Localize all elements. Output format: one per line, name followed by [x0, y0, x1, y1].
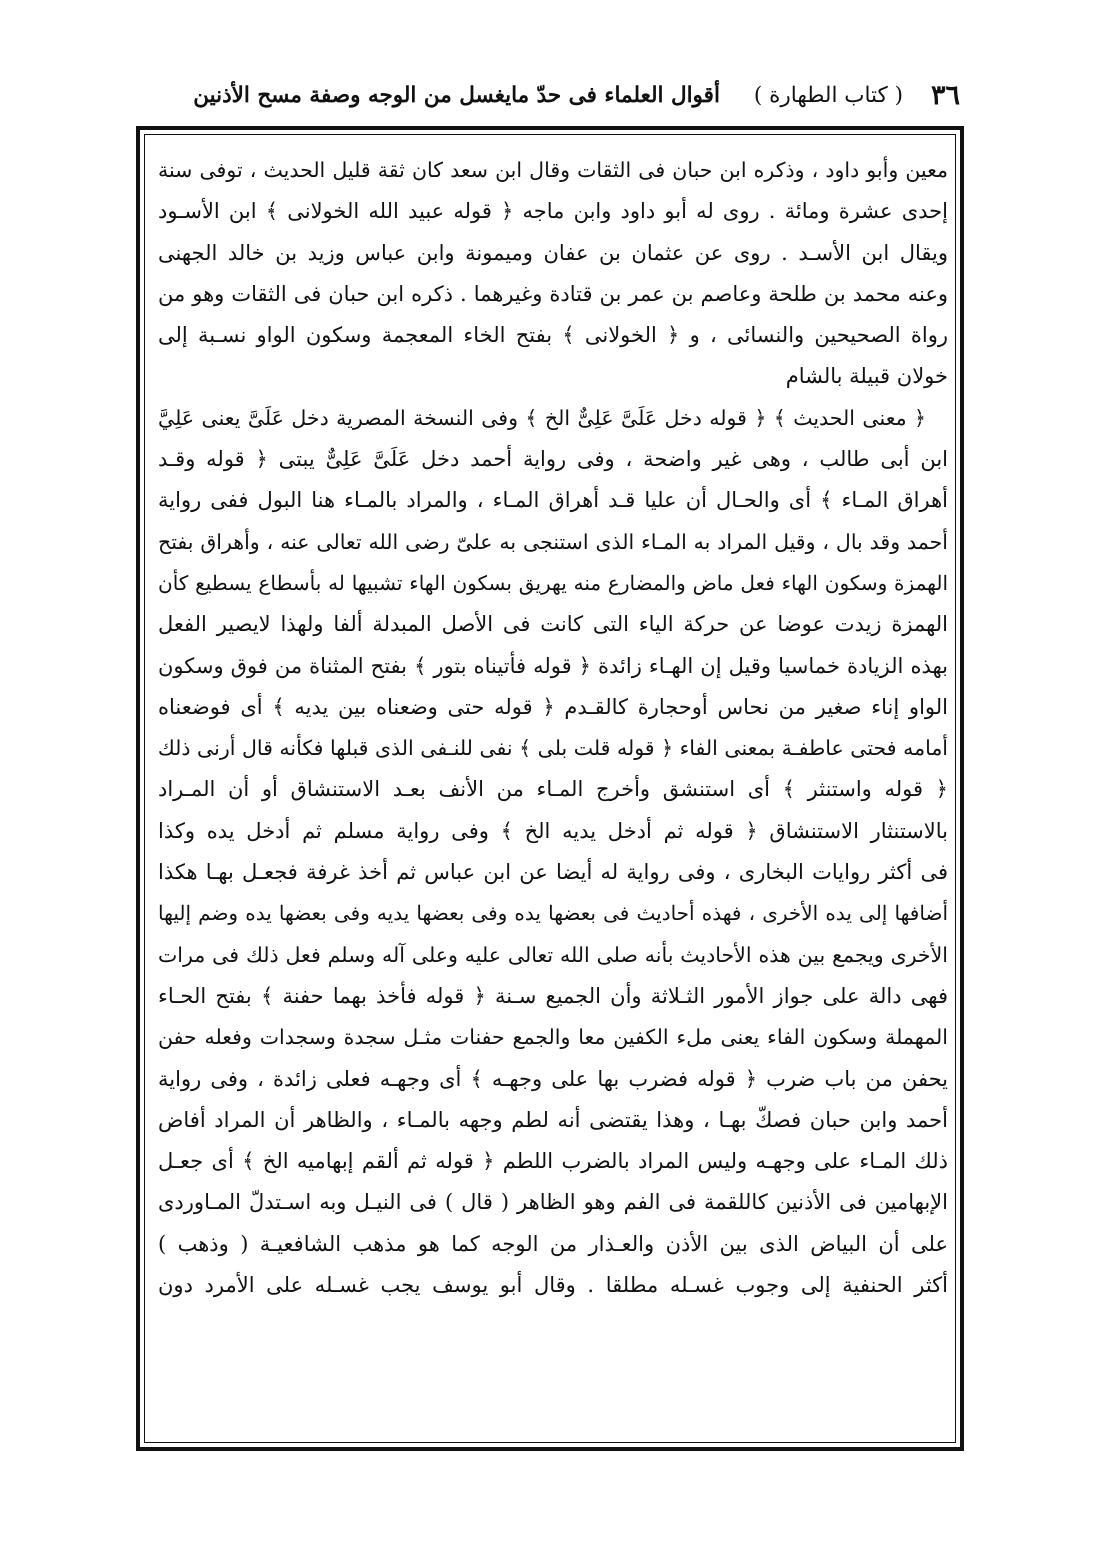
book-name: ( كتاب الطهارة ) [753, 82, 903, 108]
text-line: أمامه فحتى عاطفـة بمعنى الفاء ﴿ قوله قلت بلى ﴾ نفى للنـفى الذى قبلها فكأنه قال أرنى ذلك [158, 736, 948, 761]
text-line: الهمزة وسكون الهاء فعل ماض والمضارع منه يهريق بسكون الهاء تشبيها له بأسطاع يسطيع كأن [158, 570, 948, 595]
text-line: ابن أبى طالب ، وهى غير واضحة ، وفى رواية أحمد دخل عَلَىَّ عَلِىٌّ يبتى ﴿ قوله وقـد [158, 447, 948, 472]
text-line: الهمزة زيدت عوضا عن حركة الياء التى كانت فى الأصل المبدلة ألفا ولهذا لايصير الفعل [158, 612, 948, 637]
text-line: أهراق المـاء ﴾ أى والحـال أن عليا قـد أهراق المـاء ، والمراد بالمـاء هنا البول ففى رواية [158, 488, 948, 513]
text-line: ويقال ابن الأسـد . روى عن عثمان بن عفان وميمونة وابن عباس وزيد بن خالد الجهنى [158, 240, 948, 265]
chapter-title: أقوال العلماء فى حدّ مايغسل من الوجه وصفة مسح الأذنين [193, 82, 720, 108]
text-line: يحفن من باب ضرب ﴿ قوله فضرب بها على وجهـه ﴾ أى وجهـه فعلى زائدة ، وفى رواية [158, 1066, 948, 1091]
text-line: بهذه الزيادة خماسيا وقيل إن الهـاء زائدة ﴿ قوله فأتيناه بتور ﴾ بفتح المثناة من فوق وسكون [158, 653, 948, 678]
running-header [190, 72, 960, 118]
text-line: على أن البياض الذى بين الأذن والعـذار من الوجه كما هو مذهب الشافعيـة ( وذهب ) [158, 1231, 948, 1256]
body-text [158, 150, 948, 1440]
text-line: المهملة وسكون الفاء يعنى ملء الكفين معا والجمع حفنات مثـل سجدة وسجدات وفعله حفن [158, 1025, 948, 1050]
text-line: الواو إناء صغير من نحاس أوحجارة كالقـدم ﴿ قوله حتى وضعناه بين يديه ﴾ أى فوضعناه [158, 694, 948, 719]
text-line: أضافها إلى يده الأخرى ، فهذه أحاديث فى بعضها يده وفى بعضها يديه وفى بعضها يده وضم إليها [158, 901, 948, 926]
text-line: خولان قبيلة بالشام [785, 364, 948, 389]
text-line: فهى دالة على جواز الأمور الثـلاثة وأن الجميع سـنة ﴿ قوله فأخذ بهما حفنة ﴾ بفتح الحـاء [158, 983, 948, 1008]
text-line: أحمد وقد بال ، وقيل المراد به المـاء الذى استنجى به علىّ رضى الله تعالى عنه ، وأهراق بفتح [158, 529, 948, 554]
text-line: رواة الصحيحين والنسائى ، و ﴿ الخولانى ﴾ بفتح الخاء المعجمة وسكون الواو نسـبة إلى [158, 323, 948, 348]
page-number: ٣٦ [930, 79, 960, 111]
text-line: ﴿ قوله واستنثر ﴾ أى استنشق وأخرج المـاء من الأنف بعـد الاستنشاق أو أن المـراد [158, 777, 948, 802]
text-line: معين وأبو داود ، وذكره ابن حبان فى الثقات وقال ابن سعد كان ثقة قليل الحديث ، توفى سنة [158, 158, 948, 182]
text-line: أحمد وابن حبان فصكّ بهـا ، وهذا يقتضى أنه لطم وجهه بالمـاء ، والظاهر أن المراد أفاض [158, 1107, 948, 1132]
text-line: ﴿ معنى الحديث ﴾ ﴿ قوله دخل عَلَىَّ عَلِىٌّ الخ ﴾ وفى النسخة المصرية دخل عَلَىَّ يعنى عَلِيَّ [158, 405, 926, 430]
text-line: ذلك المـاء على وجهـه وليس المراد بالضرب اللطم ﴿ قوله ثم ألقم إبهاميه الخ ﴾ أى جعـل [158, 1149, 948, 1174]
text-line: وعنه محمد بن طلحة وعاصم بن عمر بن قتادة وغيرهما . ذكره ابن حبان فى الثقات وهو من [158, 281, 948, 306]
text-line: فى أكثر روايات البخارى ، وفى رواية له أيضا عن ابن عباس ثم أخذ غرفة فجعـل بهـا هكذا [158, 860, 948, 885]
text-line: بالاستنثار الاستنشاق ﴿ قوله ثم أدخل يديه الخ ﴾ وفى رواية مسلم ثم أدخل يده وكذا [158, 818, 948, 843]
text-line: أكثر الحنفية إلى وجوب غسـله مطلقا . وقال أبو يوسف يجب غسـله على الأمرد دون [158, 1273, 948, 1298]
text-line: إحدى عشرة ومائة . روى له أبو داود وابن ماجه ﴿ قوله عبيد الله الخولانى ﴾ ابن الأسـود [158, 199, 948, 224]
text-line: الإبهامين فى الأذنين كاللقمة فى الفم وهو الظاهر ( قال ) فى النيـل وبه اسـتدلّ المـاوردى [158, 1190, 948, 1215]
text-line: الأخرى ويجمع بين هذه الأحاديث بأنه صلى الله تعالى عليه وعلى آله وسلم فعل ذلك فى مرات [158, 942, 948, 967]
